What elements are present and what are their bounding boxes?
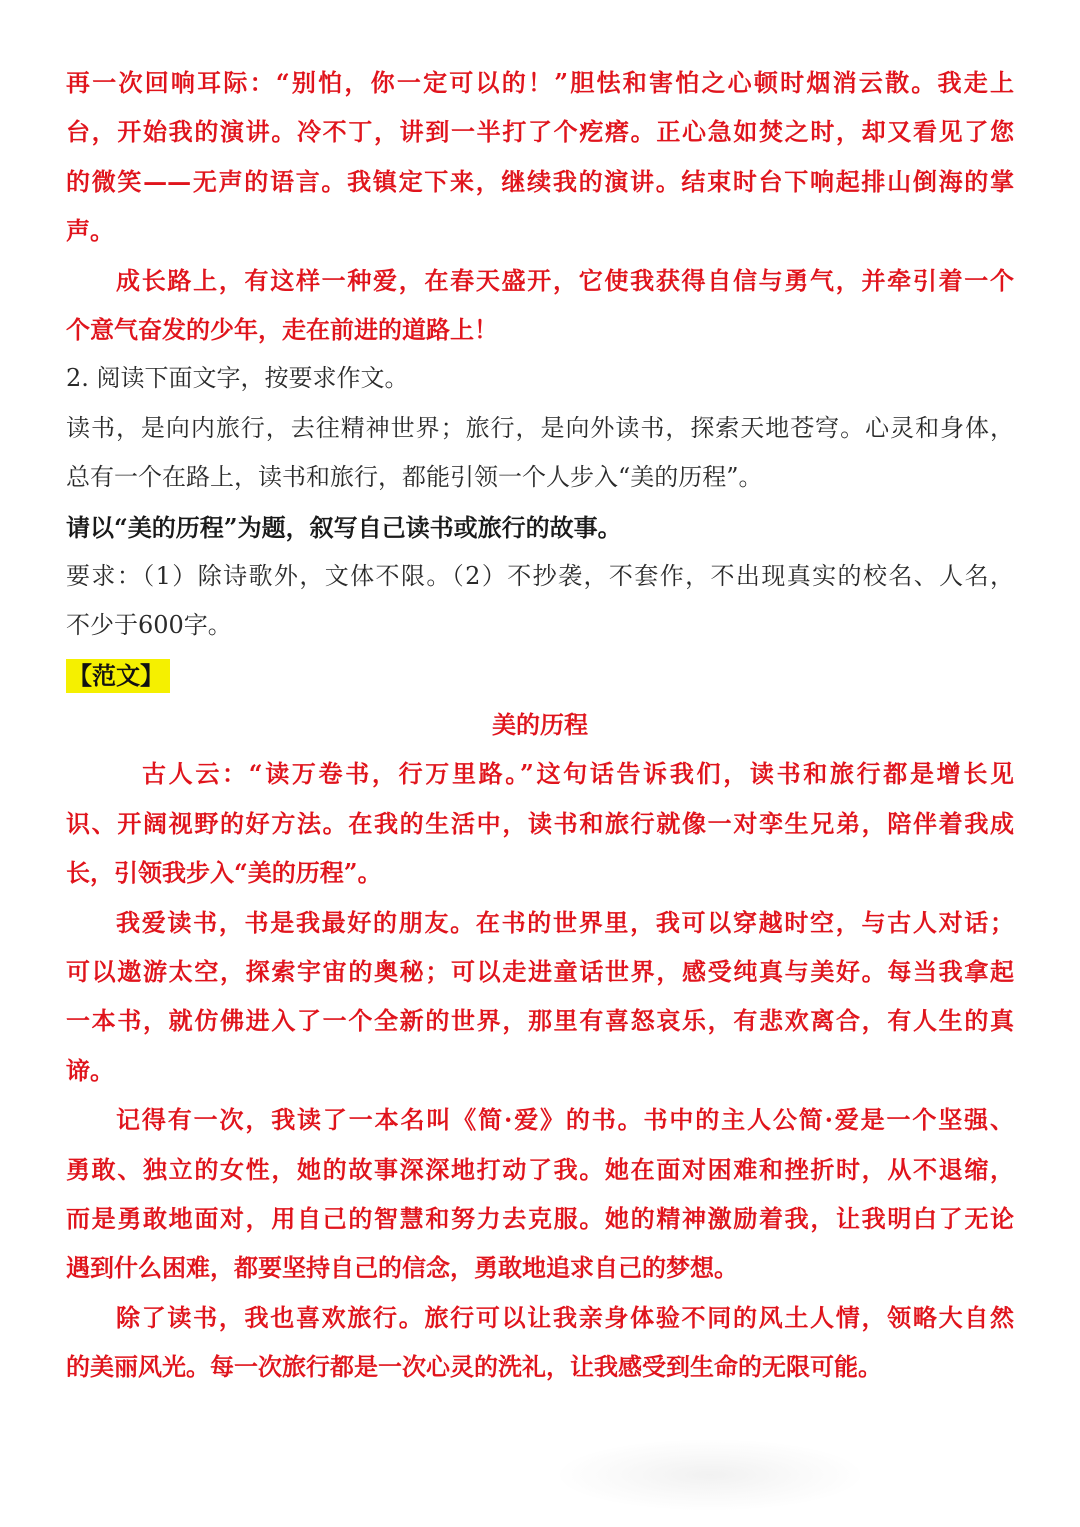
essay-line: 的美丽风光。每一次旅行都是一次心灵的洗礼，让我感受到生命的无限可能。: [66, 1352, 882, 1382]
essay-line: 勇敢、独立的女性，她的故事深深地打动了我。她在面对困难和挫折时，从不退缩，: [66, 1154, 1014, 1184]
essay-line: 可以遨游太空，探索宇宙的奥秘；可以走进童话世界，感受纯真与美好。每当我拿起: [66, 957, 1014, 987]
essay-line: 个意气奋发的少年，走在前进的道路上！: [66, 314, 498, 344]
essay-line: 声。: [66, 216, 114, 246]
essay-line: 而是勇敢地面对，用自己的智慧和努力去克服。她的精神激励着我，让我明白了无论: [66, 1203, 1014, 1233]
essay-line: 谛。: [66, 1055, 114, 1085]
paper-smudge: [560, 1440, 860, 1510]
essay-title: 美的历程: [492, 710, 588, 740]
essay-line: 的微笑——无声的语言。我镇定下来，继续我的演讲。结束时台下响起排山倒海的掌: [66, 166, 1014, 196]
essay-line: 台，开始我的演讲。冷不丁，讲到一半打了个疙瘩。正心急如焚之时，却又看见了您: [66, 117, 1014, 147]
prompt-line: 读书，是向内旅行，去往精神世界；旅行，是向外读书，探索天地苍穹。心灵和身体，: [66, 413, 1014, 442]
prompt-instruction: 请以“美的历程”为题，叙写自己读书或旅行的故事。: [66, 512, 622, 542]
document-page: [66, 58, 1014, 1392]
question-heading: 2. 阅读下面文字，按要求作文。: [66, 364, 409, 393]
essay-line: 记得有一次，我读了一本名叫《简·爱》的书。书中的主人公简·爱是一个坚强、: [116, 1105, 1014, 1135]
requirement-line: 不少于600字。: [66, 611, 232, 640]
essay-line: 我爱读书，书是我最好的朋友。在书的世界里，我可以穿越时空，与古人对话；: [116, 907, 1014, 937]
essay-line: 再一次回响耳际：“别怕，你一定可以的！”胆怯和害怕之心顿时烟消云散。我走上: [66, 68, 1014, 97]
essay-line: 古人云：“读万卷书，行万里路。”这句话告诉我们，读书和旅行都是增长见: [142, 759, 1014, 789]
essay-line: 识、开阔视野的好方法。在我的生活中，读书和旅行就像一对孪生兄弟，陪伴着我成: [66, 808, 1014, 838]
prompt-line: 总有一个在路上，读书和旅行，都能引领一个人步入“美的历程”。: [66, 463, 763, 492]
essay-line: 一本书，就仿佛进入了一个全新的世界，那里有喜怒哀乐，有悲欢离合，有人生的真: [66, 1006, 1014, 1036]
essay-line: 除了读书，我也喜欢旅行。旅行可以让我亲身体验不同的风土人情，领略大自然: [116, 1302, 1014, 1332]
essay-line: 遇到什么困难，都要坚持自己的信念，勇敢地追求自己的梦想。: [66, 1253, 738, 1283]
essay-line: 成长路上，有这样一种爱，在春天盛开，它使我获得自信与勇气，并牵引着一个: [116, 265, 1014, 295]
requirement-line: 要求：（1）除诗歌外，文体不限。（2）不抄袭，不套作，不出现真实的校名、人名，: [66, 561, 1014, 590]
model-essay-tag: 【范文】: [66, 659, 170, 693]
essay-line: 长，引领我步入“美的历程”。: [66, 858, 382, 888]
